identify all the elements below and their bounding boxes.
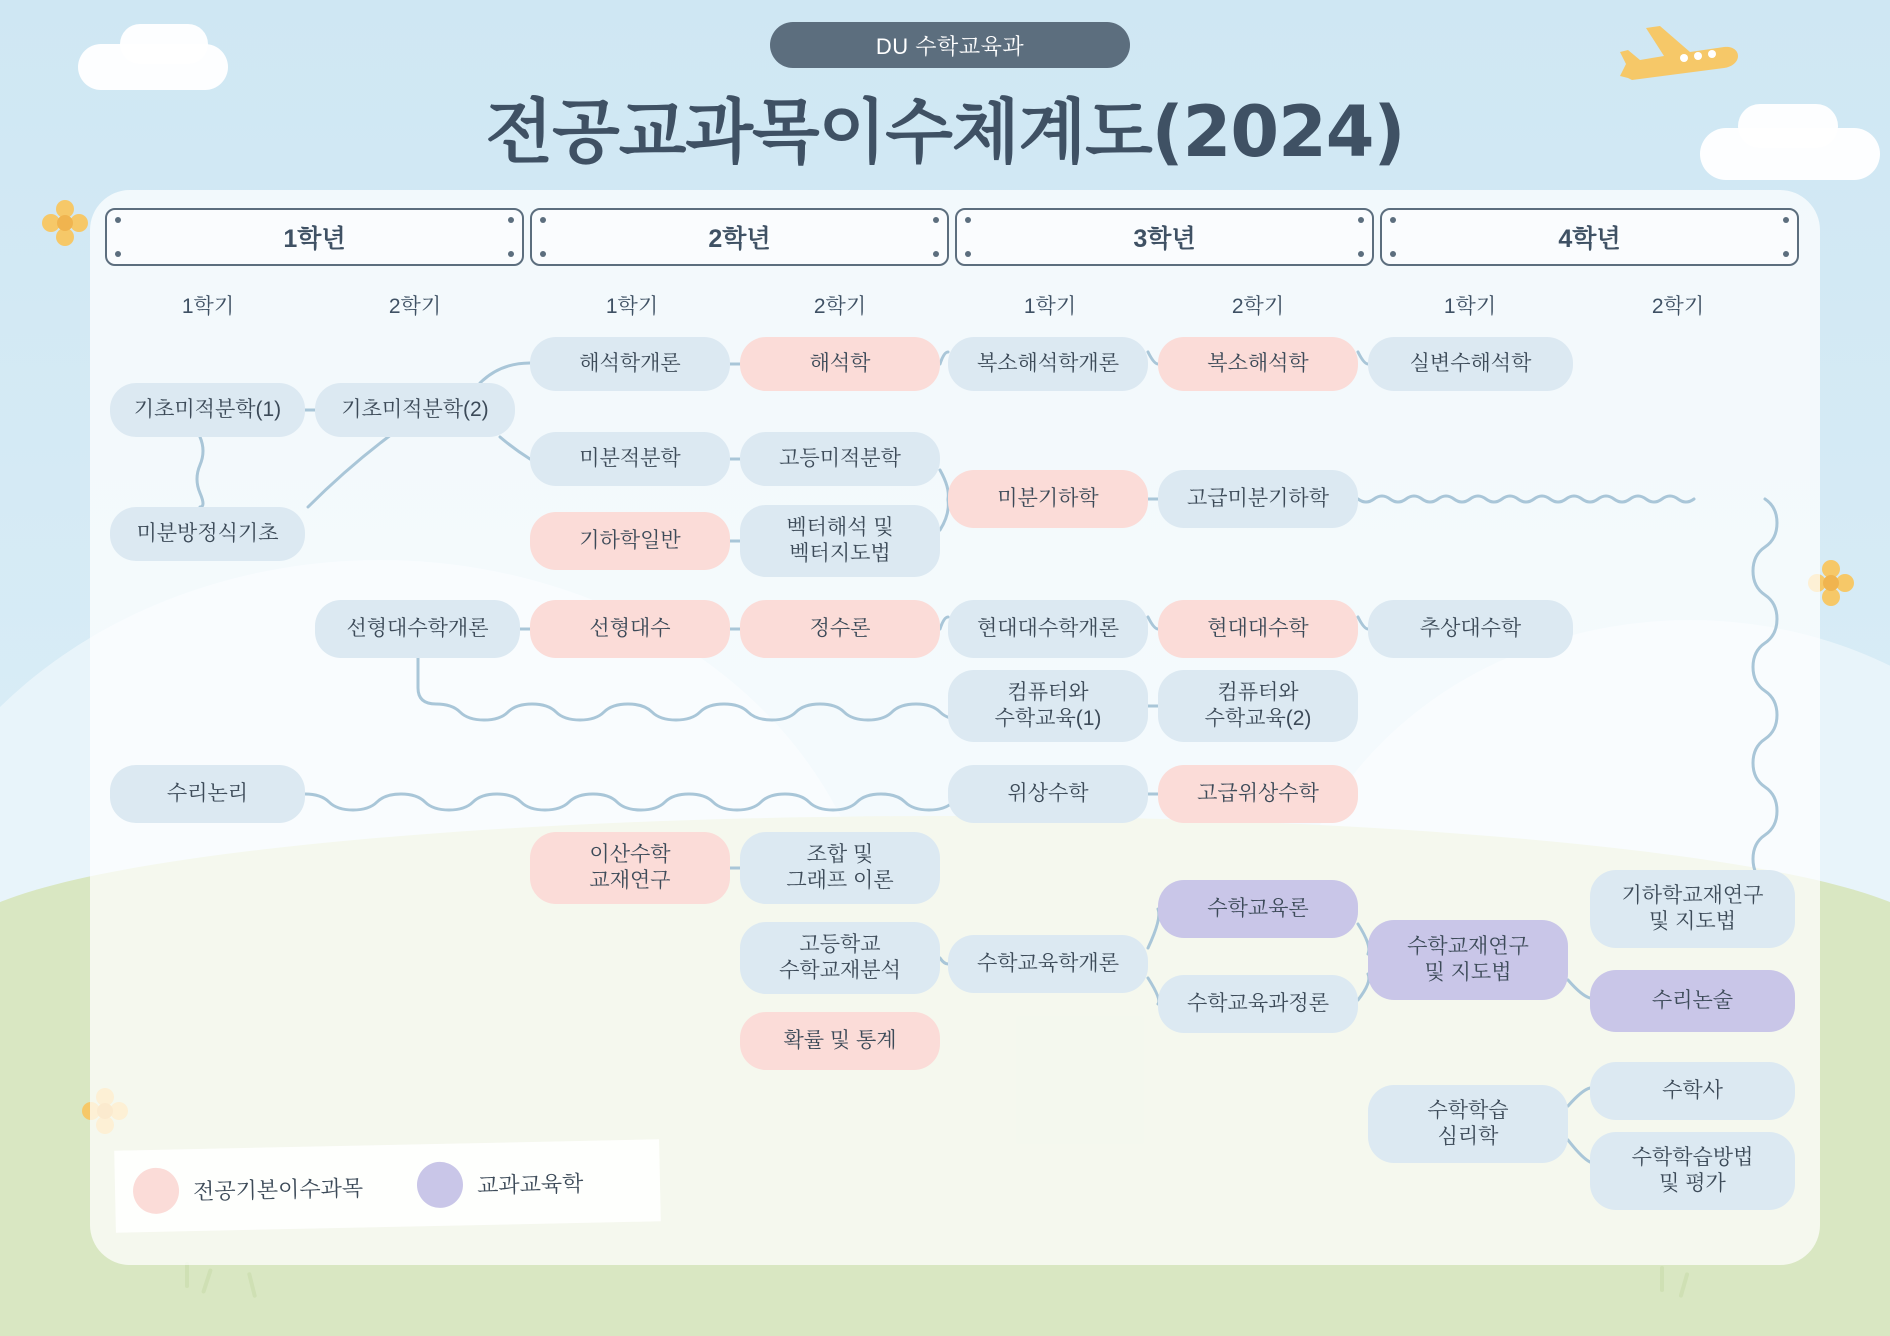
course-node[interactable] bbox=[948, 470, 1148, 528]
course-node[interactable] bbox=[740, 505, 940, 577]
course-node[interactable] bbox=[530, 832, 730, 904]
course-label: 추상대수학 bbox=[1419, 616, 1522, 640]
course-node[interactable] bbox=[530, 600, 730, 658]
course-label: 해석학 bbox=[809, 351, 871, 375]
year-label: 2학년 bbox=[708, 225, 771, 253]
course-node[interactable] bbox=[948, 337, 1148, 391]
course-node[interactable] bbox=[1368, 337, 1573, 391]
course-node[interactable] bbox=[740, 337, 940, 391]
course-node[interactable] bbox=[315, 383, 515, 437]
legend-swatch-pedagogy bbox=[417, 1161, 464, 1208]
semester-label-4-1: 1학기 bbox=[1443, 295, 1497, 318]
year-label: 4학년 bbox=[1558, 225, 1621, 253]
course-node[interactable] bbox=[948, 670, 1148, 742]
course-label: 정수론 bbox=[809, 616, 871, 640]
course-label: 미분적분학 bbox=[579, 446, 681, 470]
course-node[interactable] bbox=[1158, 765, 1358, 823]
legend-label-pedagogy: 교과교육학 bbox=[476, 1170, 584, 1198]
year-box-3 bbox=[955, 208, 1374, 266]
course-node[interactable] bbox=[110, 383, 305, 437]
course-node[interactable] bbox=[1368, 600, 1573, 658]
course-label: 컴퓨터와 수학교육(2) bbox=[1204, 680, 1312, 730]
course-node[interactable] bbox=[1590, 1062, 1795, 1120]
course-label: 확률 및 통계 bbox=[783, 1028, 897, 1052]
course-label: 복소해석학 bbox=[1207, 351, 1309, 375]
course-node[interactable] bbox=[1368, 1085, 1568, 1163]
course-label: 고등미적분학 bbox=[779, 446, 901, 470]
course-label: 위상수학 bbox=[1007, 781, 1089, 805]
legend bbox=[114, 1139, 661, 1232]
course-label: 고등학교 수학교재분석 bbox=[779, 932, 901, 982]
course-label: 현대대수학 bbox=[1207, 616, 1309, 640]
course-label: 기하학교재연구 및 지도법 bbox=[1621, 883, 1764, 933]
course-label: 컴퓨터와 수학교육(1) bbox=[994, 680, 1102, 730]
page-title: 전공교과목이수체계도(2024) bbox=[485, 91, 1405, 173]
course-label: 이산수학 교재연구 bbox=[589, 842, 671, 892]
semester-label-2-2: 2학기 bbox=[813, 295, 867, 318]
course-node[interactable] bbox=[740, 922, 940, 994]
cloud-left-small bbox=[120, 24, 208, 64]
course-node[interactable] bbox=[315, 600, 520, 658]
course-node[interactable] bbox=[740, 432, 940, 486]
legend-swatch-basic bbox=[133, 1167, 180, 1214]
course-label: 수학학습방법 및 평가 bbox=[1631, 1145, 1754, 1195]
department-pill: DU 수학교육과 bbox=[770, 22, 1130, 68]
semester-label-3-2: 2학기 bbox=[1231, 295, 1285, 318]
course-node[interactable] bbox=[740, 832, 940, 904]
course-node[interactable] bbox=[110, 507, 305, 561]
course-label: 미분기하학 bbox=[997, 486, 1099, 510]
course-label: 수리논리 bbox=[166, 781, 249, 805]
course-label: 수학교재연구 및 지도법 bbox=[1407, 934, 1529, 984]
year-box-2 bbox=[530, 208, 949, 266]
course-node[interactable] bbox=[948, 765, 1148, 823]
course-label: 미분방정식기초 bbox=[136, 521, 279, 545]
course-label: 선형대수 bbox=[589, 616, 671, 640]
course-node[interactable] bbox=[1590, 870, 1795, 948]
course-label: 수학교육학개론 bbox=[976, 951, 1119, 975]
course-label: 수학교육론 bbox=[1207, 896, 1309, 920]
semester-label-3-1: 1학기 bbox=[1023, 295, 1077, 318]
course-label: 수리논술 bbox=[1651, 988, 1734, 1012]
course-label: 수학학습 심리학 bbox=[1427, 1098, 1509, 1148]
course-node[interactable] bbox=[1590, 970, 1795, 1032]
course-node[interactable] bbox=[948, 935, 1148, 993]
course-label: 복소해석학개론 bbox=[976, 351, 1119, 375]
semester-label-1-2: 2학기 bbox=[388, 295, 442, 318]
year-box-1 bbox=[105, 208, 524, 266]
year-box-4 bbox=[1380, 208, 1799, 266]
course-label: 실변수해석학 bbox=[1409, 351, 1532, 375]
course-node[interactable] bbox=[530, 432, 730, 486]
legend-label-basic: 전공기본이수과목 bbox=[192, 1175, 364, 1204]
course-node[interactable] bbox=[948, 600, 1148, 658]
course-label: 기하학일반 bbox=[579, 528, 681, 552]
course-node[interactable] bbox=[1158, 600, 1358, 658]
course-label: 수학사 bbox=[1662, 1078, 1723, 1102]
course-node[interactable] bbox=[1158, 337, 1358, 391]
course-label: 수학교육과정론 bbox=[1186, 991, 1329, 1015]
course-node[interactable] bbox=[110, 765, 305, 823]
grass-tuft bbox=[1660, 1266, 1664, 1292]
course-node[interactable] bbox=[1158, 670, 1358, 742]
course-label: 고급미분기하학 bbox=[1186, 486, 1329, 510]
course-node[interactable] bbox=[740, 1012, 940, 1070]
year-label: 1학년 bbox=[283, 225, 346, 253]
course-label: 해석학개론 bbox=[579, 351, 681, 375]
course-node[interactable] bbox=[1158, 470, 1358, 528]
year-label: 3학년 bbox=[1133, 225, 1196, 253]
semester-label-1-1: 1학기 bbox=[181, 295, 235, 318]
flower-top-left bbox=[42, 200, 88, 246]
course-label: 선형대수학개론 bbox=[346, 616, 489, 640]
course-node[interactable] bbox=[1368, 920, 1568, 1000]
course-label: 벡터해석 및 벡터지도법 bbox=[786, 515, 894, 565]
course-node[interactable] bbox=[1158, 975, 1358, 1033]
course-label: 현대대수학개론 bbox=[976, 616, 1119, 640]
course-node[interactable] bbox=[1158, 880, 1358, 938]
course-label: 기초미적분학(1) bbox=[133, 397, 282, 421]
course-node[interactable] bbox=[740, 600, 940, 658]
course-node[interactable] bbox=[1590, 1132, 1795, 1210]
grass-tuft bbox=[185, 1262, 189, 1288]
semester-label-4-2: 2학기 bbox=[1651, 295, 1705, 318]
course-label: 기초미적분학(2) bbox=[341, 397, 489, 421]
semester-label-2-1: 1학기 bbox=[605, 295, 659, 318]
course-node[interactable] bbox=[530, 512, 730, 570]
course-label: 고급위상수학 bbox=[1197, 781, 1319, 805]
course-label: 조합 및 그래프 이론 bbox=[786, 842, 894, 892]
course-node[interactable] bbox=[530, 337, 730, 391]
